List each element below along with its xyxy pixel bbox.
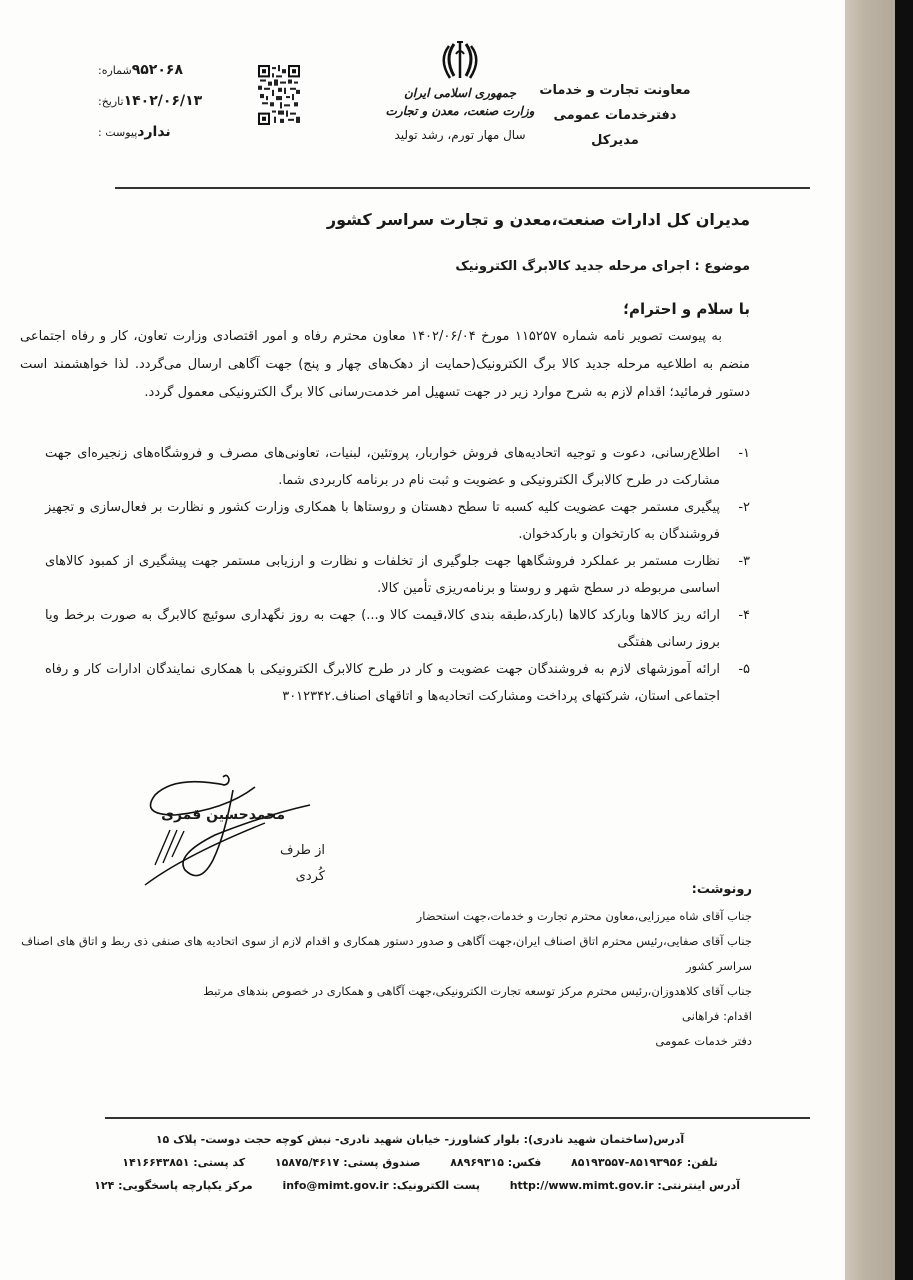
letter-date-row bbox=[90, 93, 210, 124]
cc-line: جناب آقای کلاهدوزان،رئیس محترم مرکز توسعه تجارت الکترونیکی،جهت آگاهی و همکاری در خصوص بندهای مرتبط bbox=[203, 984, 752, 998]
ministry-emblem bbox=[385, 38, 535, 142]
email-label: پست الکترونیک: bbox=[392, 1179, 480, 1192]
call-center-label: مرکز یکپارچه پاسخگویی: bbox=[118, 1179, 253, 1192]
list-item-text: ارائه آموزشهای لازم به فروشندگان جهت عضویت و کار در طرح کالابرگ الکترونیکی با همکاری نمایندگان ادارات کار و رفاه اجتماعی استان، شرکتهای پرداخت ومشارکت اتحادیه‌ها و اتاقهای اصناف.۳۰۱۲۳۴۲ bbox=[45, 662, 720, 704]
website-label: آدرس اینترنتی: bbox=[657, 1179, 740, 1192]
list-item-text: اطلاع‌رسانی، دعوت و توجیه اتحادیه‌های فروش خواربار، پروتئین، لبنیات، تعاونی‌های مصرف و فروشگاه‌های زنجیره‌ای جهت مشارکت در طرح کالابرگ الکترونیکی و عضویت و ثبت نام در برنامه کاربردی شما. bbox=[45, 446, 720, 488]
list-item-number: ۵- bbox=[738, 662, 750, 677]
background-edge bbox=[895, 0, 913, 1280]
letter-meta bbox=[90, 62, 210, 155]
list-item bbox=[45, 548, 750, 602]
list-item-number: ۴- bbox=[738, 608, 750, 623]
footer-contacts bbox=[100, 1151, 740, 1174]
list-item-text: ارائه ریز کالاها وبارکد کالاها (بارکد،طبقه بندی کالا،قیمت کالا و...) جهت به روز نگهداری سوئیچ کالابرگ به صورت برخط ویا بروز رسانی هفتگی bbox=[45, 608, 720, 650]
body-paragraph: به پیوست تصویر نامه شماره ۱۱۵۲۵۷ مورخ ۱۴۰۲/۰۶/۰۴ معاون محترم رفاه و امور اقتصادی وزارت تعاون، کار و رفاه اجتماعی منضم به اطلاعیه مرحله جدید کالا برگ الکترونیک(حمایت از دهک‌های چهار و پنج) جهت آگاهی ارسال می‌گردد. لذا خواهشمند است دستور فرمائید؛ اقدام لازم به شرح موارد زیر در جهت تسهیل امر خدمت‌رسانی کالا برگ الکترونیکی معمول گردد. bbox=[20, 329, 750, 400]
letter-date-value: ۱۴۰۲/۰۶/۱۳ bbox=[123, 93, 203, 109]
cc-line: دفتر خدمات عمومی bbox=[655, 1034, 752, 1048]
cc-line: جناب آقای صفایی،رئیس محترم اتاق اصناف ایران،جهت آگاهی و صدور دستور همکاری و اقدام لازم از سوی اتحادیه های صنفی ذی ربط و اتاق های اصناف سراسر کشور bbox=[21, 934, 752, 973]
letter-number-value: ۹۵۲۰۶۸ bbox=[131, 62, 183, 78]
signatory-name: محمدحسین قمری bbox=[161, 807, 285, 823]
department-line: معاونت تجارت و خدمات bbox=[539, 83, 691, 98]
footer-address: آدرس(ساختمان شهید نادری): بلوار کشاورز- خیابان شهید نادری- نبش کوچه حجت دوست- پلاک ۱۵ bbox=[155, 1133, 685, 1146]
on-behalf bbox=[265, 838, 325, 890]
list-item bbox=[45, 494, 750, 548]
list-item-number: ۳- bbox=[738, 554, 750, 569]
letter-number-row bbox=[90, 62, 210, 93]
list-item bbox=[45, 656, 750, 710]
department-line: مدیرکل bbox=[591, 133, 639, 148]
cc-line: اقدام: فراهانی bbox=[682, 1009, 752, 1023]
header-divider bbox=[115, 187, 810, 189]
letter-number-label: شماره: bbox=[98, 64, 132, 77]
on-behalf-label: از طرف bbox=[279, 843, 325, 858]
footer-divider bbox=[105, 1117, 810, 1119]
pobox-label: صندوق پستی: bbox=[343, 1156, 421, 1169]
action-items-list bbox=[45, 440, 750, 710]
list-item-number: ۲- bbox=[738, 500, 750, 515]
website-link[interactable]: http://www.mimt.gov.ir bbox=[509, 1179, 654, 1192]
letter-attachment-value: ندارد bbox=[137, 124, 171, 140]
iran-emblem-icon bbox=[440, 38, 480, 84]
fax-label: فکس: bbox=[507, 1156, 542, 1169]
fax-value: ۸۸۹۶۹۳۱۵ bbox=[450, 1156, 504, 1169]
call-center-value: ۱۲۴ bbox=[94, 1179, 115, 1192]
postal-code-value: ۱۴۱۶۶۴۳۸۵۱ bbox=[122, 1156, 190, 1169]
emblem-text-republic: جمهوری اسلامی ایران bbox=[403, 86, 517, 100]
cc-title: رونوشت: bbox=[691, 882, 752, 897]
list-item bbox=[45, 440, 750, 494]
addressee: مدیران کل ادارات صنعت،معدن و تجارت سراسر کشور bbox=[326, 210, 750, 229]
on-behalf-name: کُردی bbox=[295, 869, 325, 884]
list-item bbox=[45, 602, 750, 656]
year-slogan: سال مهار تورم، رشد تولید bbox=[394, 128, 526, 142]
subject-line: موضوع : اجرای مرحله جدید کالابرگ الکترونیک bbox=[455, 259, 750, 274]
email-link[interactable]: info@mimt.gov.ir bbox=[282, 1179, 389, 1192]
letter-attachment-row bbox=[90, 124, 210, 155]
pobox-value: ۱۵۸۷۵/۴۶۱۷ bbox=[274, 1156, 340, 1169]
cc-line: جناب آقای شاه میرزایی،معاون محترم تجارت و خدمات،جهت استحضار bbox=[416, 909, 752, 923]
footer-web bbox=[94, 1174, 740, 1197]
paper-edge bbox=[845, 0, 895, 1280]
department-header bbox=[535, 78, 695, 153]
postal-code-label: کد پستی: bbox=[193, 1156, 246, 1169]
emblem-text-ministry: وزارت صنعت، معدن و تجارت bbox=[385, 104, 535, 118]
list-item-text: نظارت مستمر بر عملکرد فروشگاهها جهت جلوگیری از تخلفات و نظارت و ارزیابی مستمر جهت پیشگیری از کمبود کالاهای اساسی مربوطه در سطح شهر و روستا و برنامه‌ریزی تأمین کالا. bbox=[45, 554, 720, 596]
phone-label: تلفن: bbox=[686, 1156, 718, 1169]
department-line: دفترخدمات عمومی bbox=[553, 108, 677, 123]
phone-value: ۸۵۱۹۳۹۵۶-۸۵۱۹۳۵۵۷ bbox=[571, 1156, 684, 1169]
letter-attachment-label: پیوست : bbox=[98, 126, 138, 139]
cc-list bbox=[2, 904, 752, 1054]
greeting: با سلام و احترام؛ bbox=[623, 300, 750, 318]
qr-code bbox=[258, 65, 300, 125]
letterhead-footer bbox=[94, 1128, 740, 1197]
list-item-number: ۱- bbox=[738, 446, 750, 461]
letter-date-label: تاریخ: bbox=[98, 95, 124, 108]
list-item-text: پیگیری مستمر جهت عضویت کلیه کسبه تا سطح دهستان و روستاها با همکاری وزارت کشور و نظارت بر فعال‌سازی و تجهیز فروشندگان به کارتخوان و بارکدخوان. bbox=[45, 500, 720, 542]
